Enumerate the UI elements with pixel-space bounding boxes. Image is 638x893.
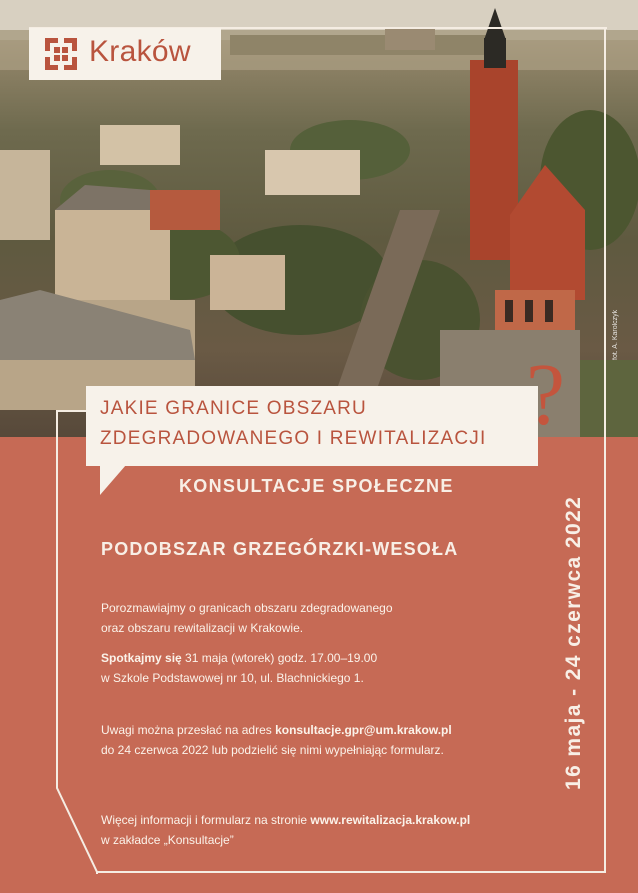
more-pre: Więcej informacji i formularz na stronie xyxy=(101,813,311,827)
frame-line-left-bottom xyxy=(56,410,58,788)
frame-line-bottom xyxy=(96,871,606,873)
website-link[interactable]: www.rewitalizacja.krakow.pl xyxy=(310,813,471,827)
question-line-2: ZDEGRADOWANEGO I REWITALIZACJI xyxy=(100,428,487,449)
intro-line-1: Porozmawiajmy o granicach obszaru zdegradowanego xyxy=(101,601,393,615)
intro-paragraph xyxy=(101,598,393,638)
meeting-time: 31 maja (wtorek) godz. 17.00–19.00 xyxy=(181,651,378,665)
subtitle: KONSULTACJE SPOŁECZNE xyxy=(179,476,454,496)
more-line-1 xyxy=(101,810,470,830)
frame-line-right xyxy=(604,27,606,873)
krakow-logo[interactable] xyxy=(29,28,221,80)
frame-line-mid xyxy=(56,410,88,412)
meeting-lead: Spotkajmy się xyxy=(101,651,182,665)
comments-line-1 xyxy=(101,720,452,740)
more-info-paragraph xyxy=(101,810,470,850)
photo-credit: fot. A. Karolczyk xyxy=(612,309,619,360)
meeting-paragraph xyxy=(101,648,377,688)
comments-line-2: do 24 czerwca 2022 lub podzielić się nimi wypełniając formularz. xyxy=(101,743,444,757)
more-line-2: w zakładce „Konsultacje” xyxy=(101,833,234,847)
krakow-logo-icon xyxy=(45,38,77,70)
subarea-title: PODOBSZAR GRZEGÓRZKI-WESOŁA xyxy=(101,539,459,559)
question-line-1: JAKIE GRANICE OBSZARU xyxy=(100,398,367,419)
email-link[interactable]: konsultacje.gpr@um.krakow.pl xyxy=(275,723,452,737)
logo-text: Kraków xyxy=(89,35,191,68)
question-mark-icon: ? xyxy=(526,347,566,444)
frame-tail xyxy=(50,784,102,876)
comments-pre: Uwagi można przesłać na adres xyxy=(101,723,276,737)
consultation-dates: 16 maja - 24 czerwca 2022 xyxy=(562,495,585,790)
meeting-line-2: w Szkole Podstawowej nr 10, ul. Blachnickiego 1. xyxy=(101,671,364,685)
question-box-tail xyxy=(100,465,126,495)
comments-paragraph xyxy=(101,720,452,760)
intro-line-2: oraz obszaru rewitalizacji w Krakowie. xyxy=(101,621,304,635)
meeting-line-1 xyxy=(101,648,377,668)
